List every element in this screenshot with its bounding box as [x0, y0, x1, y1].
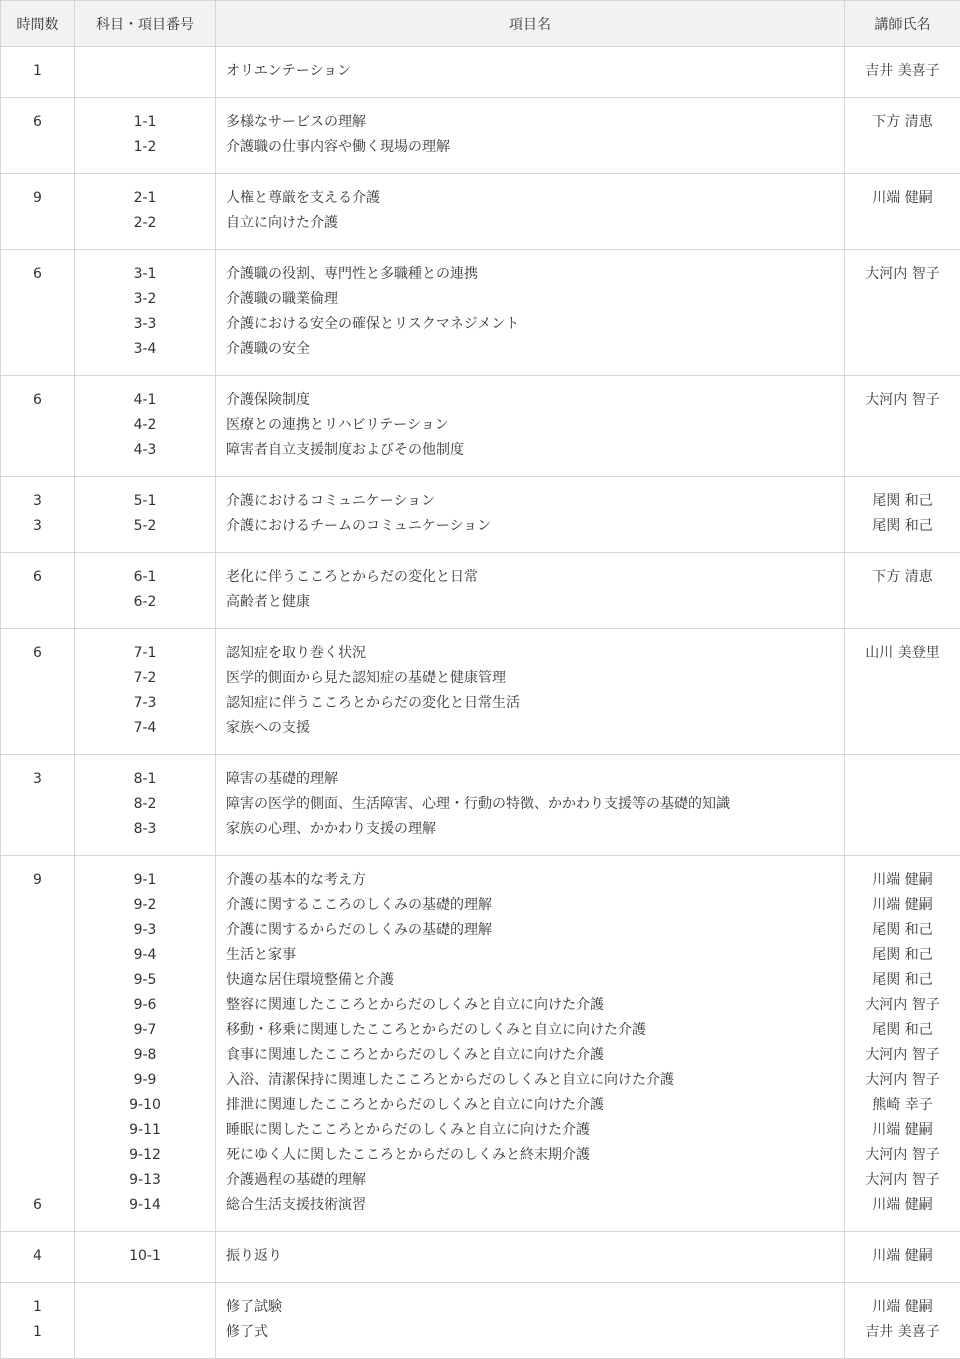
hours-value	[1, 968, 74, 993]
table-row	[1, 856, 960, 1232]
item-code: 6-2	[75, 590, 215, 615]
instructor-name: 大河内 智子	[845, 993, 960, 1018]
instructor-name: 尾関 和己	[845, 514, 960, 539]
name-cell	[216, 553, 845, 629]
name-cell	[216, 1232, 845, 1283]
instructor-name: 下方 清恵	[845, 110, 960, 135]
instructor-cell	[845, 376, 960, 477]
hours-value: 6	[1, 1193, 74, 1218]
table-row	[1, 250, 960, 376]
item-name: 介護過程の基礎的理解	[226, 1168, 844, 1193]
name-cell	[216, 477, 845, 553]
hours-value: 6	[1, 388, 74, 413]
name-cell	[216, 856, 845, 1232]
header-row	[1, 1, 960, 47]
hours-value	[1, 1093, 74, 1118]
hours-cell	[1, 250, 75, 376]
hours-value	[1, 1043, 74, 1068]
hours-value: 9	[1, 868, 74, 893]
instructor-name: 大河内 智子	[845, 262, 960, 287]
item-name: 介護職の安全	[226, 337, 844, 362]
hours-cell	[1, 174, 75, 250]
name-cell	[216, 174, 845, 250]
item-code: 6-1	[75, 565, 215, 590]
name-cell	[216, 629, 845, 755]
table-row	[1, 629, 960, 755]
table-header	[1, 1, 960, 47]
hours-cell	[1, 1283, 75, 1359]
header-name: 項目名	[216, 1, 845, 47]
hours-value: 1	[1, 59, 74, 84]
item-name: 医療との連携とリハビリテーション	[226, 413, 844, 438]
item-name: 死にゆく人に関したこころとからだのしくみと終末期介護	[226, 1143, 844, 1168]
item-name: 老化に伴うこころとからだの変化と日常	[226, 565, 844, 590]
instructor-name: 川端 健嗣	[845, 893, 960, 918]
item-name: 排泄に関連したこころとからだのしくみと自立に向けた介護	[226, 1093, 844, 1118]
item-name: 医学的側面から見た認知症の基礎と健康管理	[226, 666, 844, 691]
item-code: 9-10	[75, 1093, 215, 1118]
item-name: 移動・移乗に関連したこころとからだのしくみと自立に向けた介護	[226, 1018, 844, 1043]
item-name: 総合生活支援技術演習	[226, 1193, 844, 1218]
hours-cell	[1, 856, 75, 1232]
item-name: 介護職の役割、専門性と多職種との連携	[226, 262, 844, 287]
hours-cell	[1, 553, 75, 629]
instructor-name: 尾関 和己	[845, 968, 960, 993]
table-row	[1, 47, 960, 98]
hours-value	[1, 1068, 74, 1093]
item-code: 7-1	[75, 641, 215, 666]
item-code: 2-2	[75, 211, 215, 236]
hours-value	[1, 1168, 74, 1193]
instructor-cell	[845, 1232, 960, 1283]
item-name: 家族の心理、かかわり支援の理解	[226, 817, 844, 842]
item-name: 修了試験	[226, 1295, 844, 1320]
header-code: 科目・項目番号	[75, 1, 216, 47]
instructor-cell	[845, 629, 960, 755]
hours-value: 3	[1, 767, 74, 792]
name-cell	[216, 755, 845, 856]
hours-value: 1	[1, 1320, 74, 1345]
hours-cell	[1, 47, 75, 98]
hours-value	[1, 1118, 74, 1143]
item-name: 快適な居住環境整備と介護	[226, 968, 844, 993]
instructor-name: 大河内 智子	[845, 388, 960, 413]
item-code: 7-3	[75, 691, 215, 716]
item-code: 9-6	[75, 993, 215, 1018]
instructor-name: 川端 健嗣	[845, 868, 960, 893]
item-name: 介護職の仕事内容や働く現場の理解	[226, 135, 844, 160]
item-code: 1-1	[75, 110, 215, 135]
item-name: 修了式	[226, 1320, 844, 1345]
code-cell	[75, 174, 216, 250]
item-name: 介護におけるチームのコミュニケーション	[226, 514, 844, 539]
item-name: 障害者自立支援制度およびその他制度	[226, 438, 844, 463]
instructor-cell	[845, 250, 960, 376]
item-name: 多様なサービスの理解	[226, 110, 844, 135]
item-code: 4-2	[75, 413, 215, 438]
hours-cell	[1, 1232, 75, 1283]
instructor-cell	[845, 755, 960, 856]
name-cell	[216, 47, 845, 98]
item-code: 9-3	[75, 918, 215, 943]
instructor-cell	[845, 98, 960, 174]
item-code: 9-14	[75, 1193, 215, 1218]
item-name: 介護保険制度	[226, 388, 844, 413]
instructor-name: 大河内 智子	[845, 1143, 960, 1168]
table-row	[1, 98, 960, 174]
hours-value: 4	[1, 1244, 74, 1269]
table-row	[1, 755, 960, 856]
instructor-name: 大河内 智子	[845, 1043, 960, 1068]
header-instructor: 講師氏名	[845, 1, 960, 47]
item-code: 5-1	[75, 489, 215, 514]
item-code: 9-2	[75, 893, 215, 918]
item-name: 整容に関連したこころとからだのしくみと自立に向けた介護	[226, 993, 844, 1018]
item-code: 2-1	[75, 186, 215, 211]
hours-value	[1, 918, 74, 943]
hours-cell	[1, 755, 75, 856]
hours-cell	[1, 477, 75, 553]
item-name: 入浴、清潔保持に関連したこころとからだのしくみと自立に向けた介護	[226, 1068, 844, 1093]
instructor-name: 熊崎 幸子	[845, 1093, 960, 1118]
hours-value	[1, 1143, 74, 1168]
hours-value	[1, 893, 74, 918]
header-hours: 時間数	[1, 1, 75, 47]
item-name: 介護の基本的な考え方	[226, 868, 844, 893]
instructor-cell	[845, 477, 960, 553]
item-name: 障害の基礎的理解	[226, 767, 844, 792]
code-cell	[75, 376, 216, 477]
hours-value	[1, 1018, 74, 1043]
hours-value	[1, 943, 74, 968]
hours-cell	[1, 98, 75, 174]
code-cell	[75, 856, 216, 1232]
item-name: オリエンテーション	[226, 59, 844, 84]
instructor-cell	[845, 553, 960, 629]
item-name: 障害の医学的側面、生活障害、心理・行動の特徴、かかわり支援等の基礎的知識	[226, 792, 844, 817]
item-name: 自立に向けた介護	[226, 211, 844, 236]
item-code: 5-2	[75, 514, 215, 539]
code-cell	[75, 755, 216, 856]
hours-value: 9	[1, 186, 74, 211]
item-code: 9-1	[75, 868, 215, 893]
instructor-name: 川端 健嗣	[845, 1244, 960, 1269]
hours-value: 6	[1, 565, 74, 590]
instructor-name: 尾関 和己	[845, 1018, 960, 1043]
instructor-name: 尾関 和己	[845, 918, 960, 943]
item-name: 介護職の職業倫理	[226, 287, 844, 312]
name-cell	[216, 98, 845, 174]
item-name: 介護に関するこころのしくみの基礎的理解	[226, 893, 844, 918]
code-cell	[75, 1283, 216, 1359]
instructor-cell	[845, 1283, 960, 1359]
name-cell	[216, 1283, 845, 1359]
instructor-name: 吉井 美喜子	[845, 1320, 960, 1345]
item-code: 7-4	[75, 716, 215, 741]
code-cell	[75, 98, 216, 174]
item-code: 7-2	[75, 666, 215, 691]
instructor-cell	[845, 47, 960, 98]
instructor-name: 大河内 智子	[845, 1068, 960, 1093]
item-code: 9-11	[75, 1118, 215, 1143]
item-code: 9-4	[75, 943, 215, 968]
hours-value	[1, 993, 74, 1018]
instructor-cell	[845, 174, 960, 250]
code-cell	[75, 553, 216, 629]
table-row	[1, 174, 960, 250]
item-code	[75, 59, 215, 84]
name-cell	[216, 250, 845, 376]
item-code: 3-4	[75, 337, 215, 362]
item-name: 振り返り	[226, 1244, 844, 1269]
hours-value: 3	[1, 489, 74, 514]
item-code: 3-2	[75, 287, 215, 312]
item-code: 10-1	[75, 1244, 215, 1269]
item-code: 3-1	[75, 262, 215, 287]
code-cell	[75, 47, 216, 98]
code-cell	[75, 1232, 216, 1283]
item-code: 4-1	[75, 388, 215, 413]
item-code: 9-5	[75, 968, 215, 993]
item-code: 9-8	[75, 1043, 215, 1068]
code-cell	[75, 250, 216, 376]
item-code: 1-2	[75, 135, 215, 160]
item-code: 8-2	[75, 792, 215, 817]
instructor-name: 川端 健嗣	[845, 1295, 960, 1320]
table-body	[1, 47, 960, 1359]
code-cell	[75, 629, 216, 755]
table-row	[1, 553, 960, 629]
item-name: 認知症を取り巻く状況	[226, 641, 844, 666]
hours-value: 3	[1, 514, 74, 539]
instructor-name: 下方 清恵	[845, 565, 960, 590]
instructor-name: 尾関 和己	[845, 489, 960, 514]
item-code: 8-3	[75, 817, 215, 842]
hours-value: 6	[1, 641, 74, 666]
instructor-cell	[845, 856, 960, 1232]
instructor-name: 川端 健嗣	[845, 186, 960, 211]
instructor-name: 尾関 和己	[845, 943, 960, 968]
hours-value: 6	[1, 262, 74, 287]
item-name: 食事に関連したこころとからだのしくみと自立に向けた介護	[226, 1043, 844, 1068]
item-name: 介護に関するからだのしくみの基礎的理解	[226, 918, 844, 943]
item-code: 9-9	[75, 1068, 215, 1093]
table-row	[1, 477, 960, 553]
hours-value: 6	[1, 110, 74, 135]
table-row	[1, 1232, 960, 1283]
instructor-name: 大河内 智子	[845, 1168, 960, 1193]
item-code: 9-12	[75, 1143, 215, 1168]
item-name: 高齢者と健康	[226, 590, 844, 615]
table-row	[1, 376, 960, 477]
item-name: 介護におけるコミュニケーション	[226, 489, 844, 514]
item-code	[75, 1320, 215, 1345]
item-name: 生活と家事	[226, 943, 844, 968]
table-row	[1, 1283, 960, 1359]
item-name: 人権と尊厳を支える介護	[226, 186, 844, 211]
instructor-name: 川端 健嗣	[845, 1118, 960, 1143]
item-code: 8-1	[75, 767, 215, 792]
instructor-name: 吉井 美喜子	[845, 59, 960, 84]
hours-value: 1	[1, 1295, 74, 1320]
hours-cell	[1, 629, 75, 755]
hours-cell	[1, 376, 75, 477]
item-code: 9-7	[75, 1018, 215, 1043]
item-name: 認知症に伴うこころとからだの変化と日常生活	[226, 691, 844, 716]
code-cell	[75, 477, 216, 553]
item-name: 家族への支援	[226, 716, 844, 741]
item-code: 4-3	[75, 438, 215, 463]
item-name: 睡眠に関したこころとからだのしくみと自立に向けた介護	[226, 1118, 844, 1143]
instructor-name: 川端 健嗣	[845, 1193, 960, 1218]
name-cell	[216, 376, 845, 477]
item-name: 介護における安全の確保とリスクマネジメント	[226, 312, 844, 337]
item-code: 9-13	[75, 1168, 215, 1193]
instructor-name: 山川 美登里	[845, 641, 960, 666]
item-code: 3-3	[75, 312, 215, 337]
